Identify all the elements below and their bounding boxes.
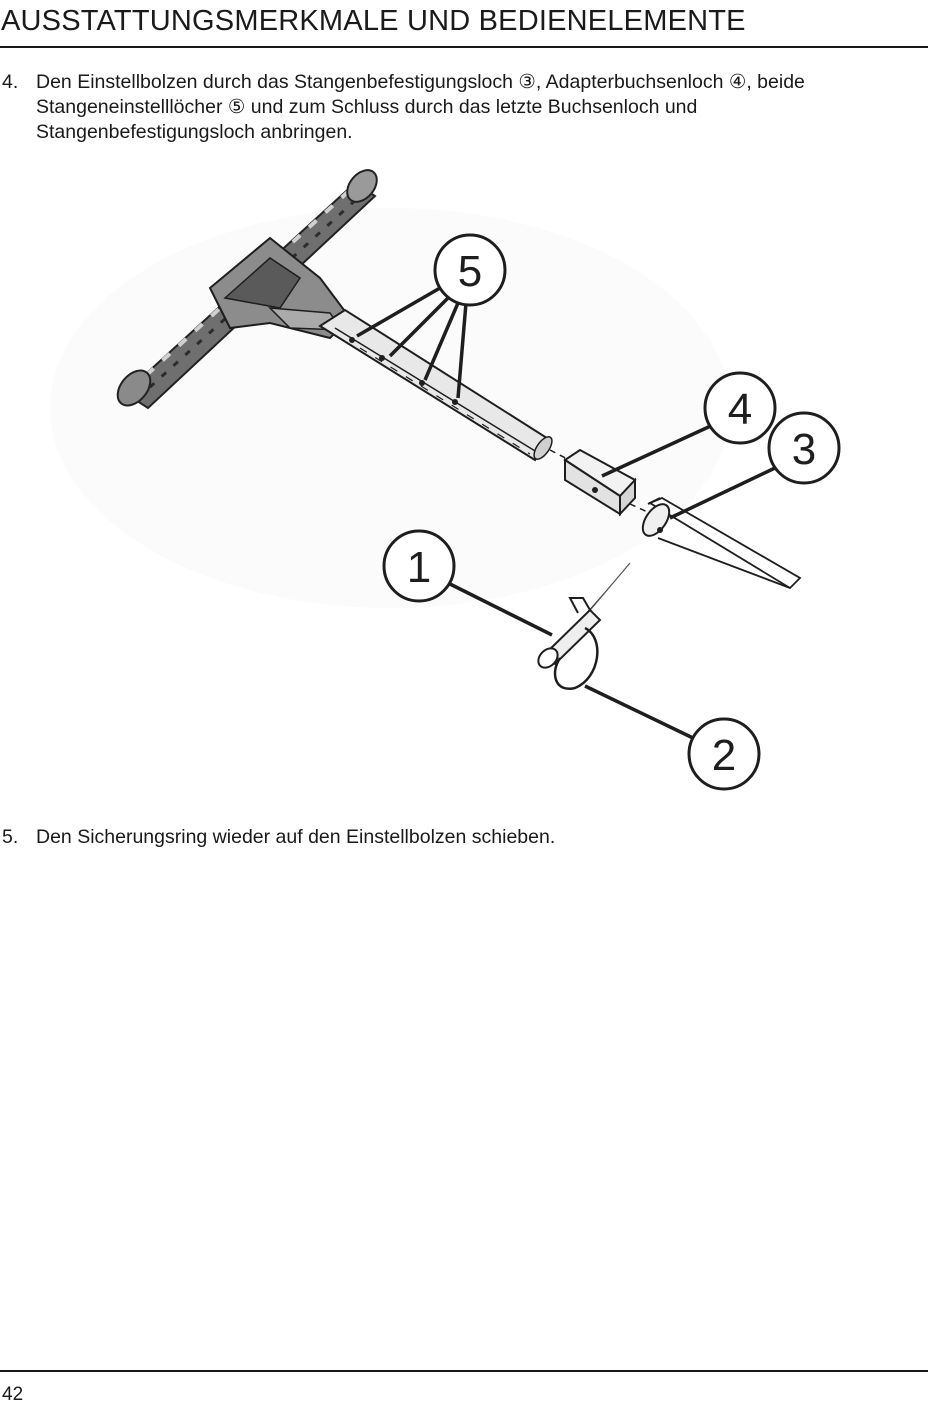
- instruction-step-4: [0, 70, 920, 146]
- callout-3: [769, 413, 839, 483]
- callout-4: [705, 373, 775, 443]
- step-number: 5.: [2, 826, 19, 848]
- assembly-illustration: [30, 158, 930, 806]
- page-number: 42: [2, 1384, 24, 1405]
- svg-text:2: 2: [711, 731, 737, 780]
- step-text: Den Sicherungsring wieder auf den Einstellbolzen schieben.: [36, 826, 556, 848]
- step-text: Den Einstellbolzen durch das Stangenbefestigungsloch ③, Adapterbuchsenloch ④, beide Stangeneinstelllöcher ⑤ und zum Schluss durch das letzte Buchsenloch und Stangenbefestigungsloch anbringen.: [36, 71, 805, 143]
- page-header: [0, 0, 928, 48]
- step-number: 4.: [2, 71, 19, 93]
- svg-text:1: 1: [406, 543, 432, 592]
- svg-text:5: 5: [457, 247, 483, 296]
- callout-1: [384, 531, 454, 601]
- callout-2: [689, 719, 759, 789]
- section-title: AUSSTATTUNGSMERKMALE UND BEDIENELEMENTE: [1, 5, 746, 37]
- instruction-step-5: [0, 825, 920, 853]
- svg-text:3: 3: [791, 425, 817, 474]
- svg-text:4: 4: [727, 385, 753, 434]
- footer-divider: [0, 1370, 928, 1372]
- callout-5: [435, 235, 505, 305]
